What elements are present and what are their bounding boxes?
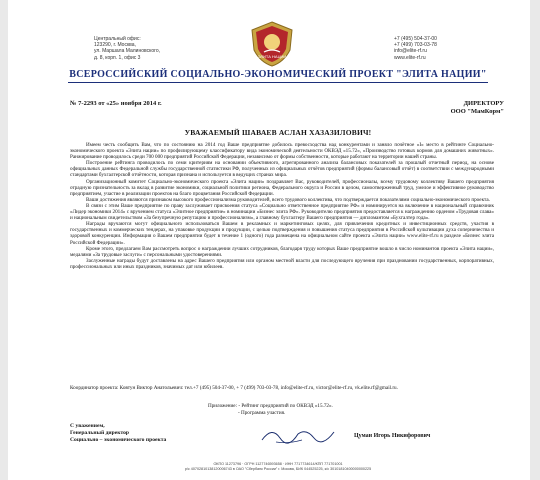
addressee-org: ООО "МамКорм" xyxy=(450,108,504,115)
address-line: ул. Маршала Малиновского, xyxy=(94,48,161,55)
header-divider xyxy=(68,82,488,83)
footer-line: р/с 40702810138120006743 в ОАО "Сбербанк России" г. Москва, БИК 044525225, к/с 30101810400000000225 xyxy=(184,466,372,471)
paragraph: Награды вручаются могут официального использоваться Вашем в рекламных и маркетинговых целях, для привлечения кредитных и инвестиционных средств, участия в государственных и коммерческих тендерах, на упаковке продукции и продукции, с целью подтверждения и повышения статуса предприятия в Российской культивации духа соперничества и здоровой конкуренции. Информация о Вашем предприятии будет в течение 1 (одного) года размещена на официальном сайте проекта «Элита нации» www.elite-rf.ru в разделе «Бизнес элита Российской Федерации». xyxy=(70,221,494,246)
letter-body xyxy=(70,142,494,270)
address-left xyxy=(94,36,160,61)
reference-number: № 7-2293 от «25» ноября 2014 г. xyxy=(70,100,162,107)
address-right xyxy=(394,36,437,61)
attachments-label: Приложение: xyxy=(208,403,238,409)
paragraph: Построение рейтинга проводилось по семи критериям на основании объективного, агрегированного анализа балансовых показателей за прошлый отчетный период, на основе официальных данных Федеральной службы государственной статистики РФ, полученных из официальных отчётов предприятий (формы балансовый отчёт) в соответствии с международными стандартами бухгалтерской отчётности, которая признана и используется в ведущих странах мира. xyxy=(70,160,494,179)
phone-line: +7 (499) 703-03-78 xyxy=(394,42,437,49)
address-line: Центральный офис: xyxy=(94,36,141,42)
phone-line: +7 (495) 504-37-00 xyxy=(394,36,437,42)
closing-line: Социально – экономического проекта xyxy=(70,436,167,443)
handwritten-signature xyxy=(258,422,338,448)
footer-requisites xyxy=(68,462,488,471)
address-line: д. 8, корп. 1, офис 3 xyxy=(94,54,141,61)
salutation: УВАЖАЕМЫЙ ШАВАЕВ АСЛАН ХАЗАЗИЛОВИЧ! xyxy=(184,128,372,137)
addressee xyxy=(408,100,504,116)
closing-line: С уважением, xyxy=(70,423,105,429)
attachment-item: - Рейтинг предприятий по ОКВЭД «15.72». xyxy=(238,403,333,409)
paragraph: Имеем честь сообщить Вам, что по состоянию на 2014 год Ваше предприятие добилось превосходства над конкурентами и заняло почётное «I» место в рейтинге Социально-экономического проекта «Элита нации» по профилирующему классификатору вида экономической деятельности ОКВЭД «15.72», «Производство готовых кормов для домашних животных». Ранжирование проводилось среди 700 000 предприятий Российской Федерации, независимо от формы собственности, которые работают на территории нашей страны. xyxy=(70,142,494,161)
elite-nation-logo xyxy=(244,20,300,68)
closing-block xyxy=(70,423,166,443)
footer-line: ОКПО 11273796 · ОГРН 1127746593658 · ИНН 7717734614/КПП 771701001 xyxy=(213,462,343,466)
paragraph: В связи с этим Ваше предприятие по праву заслуживает присвоения статуса «Социально ответственное предприятие РФ» и номинируется на включение в национальный справочник «Лидер экономики 2014» с вручением статуса «Элитное предприятие» в номинации «Бизнес элита РФ». Руководителю предприятия предоставляется к награждению орденом «Трудовая слава» и национальным свидетельством «За безупречную репутацию и профессионализм», а главному бухгалтеру Вашего предприятия — дипломантом «Бухгалтер года». xyxy=(70,202,494,222)
closing-line: Генеральный директор xyxy=(70,429,130,436)
address-line: 123290, г. Москва, xyxy=(94,42,136,49)
paragraph: Организационный комитет Социально-экономического проекта «Элита нации» поздравляет Вас, руководителей, профессионалы, всему трудовому коллективу Вашего предприятия отрадную признательность за вклад в развитие экономики, социальной политики региона, Федерального округа и России в целом, самоотверженный труд, умелое и эффективное руководство предприятием, участие в реализации проектов на благо процветания Российской Федерации. xyxy=(70,178,494,197)
addressee-title: ДИРЕКТОРУ xyxy=(463,100,504,107)
logo-text: ЭЛИТА НАЦИИ xyxy=(257,54,287,59)
paragraph: Ваши достижения являются признаком высокого профессионализма руководителей, всего трудового коллектива, что подтверждается показателями социально-экономического проекта. xyxy=(86,196,490,203)
signer-name: Цуман Игорь Никифорович xyxy=(354,433,431,439)
email-line: info@elite-rf.ru xyxy=(394,48,427,55)
attachment-item: - Программа участия. xyxy=(238,409,286,416)
letter-page xyxy=(8,0,530,480)
organization-title: ВСЕРОССИЙСКИЙ СОЦИАЛЬНО-ЭКОНОМИЧЕСКИЙ ПРОЕКТ "ЭЛИТА НАЦИИ" xyxy=(69,69,487,80)
coordinator-text: Координатор проекта: Ковтун Виктор Анатольевич: тел.+7 (495) 504-37-00, + 7 (499) 703-03-78, info@elite-rf.ru, victor@elite-rf.ru, vk.elite.rf@gmail.ru. xyxy=(70,385,398,391)
paragraph: Кроме этого, предлагаем Вам рассмотреть вопрос о награждении лучших сотрудников, благодаря труду которых Ваше предприятие вошло в число номинантов проекта «Элита нации», медалями «За трудовые заслуги» с персональными удостоверениями. xyxy=(70,245,494,258)
website-line: www.elite-rf.ru xyxy=(394,54,426,61)
paragraph: Заслуженные награды будут доставлены на адрес Вашего предприятия или органом местной власти для последующего вручения при праздновании государственных, корпоративных, профессиональных или иных праздников, значимых дат или юбилеев. xyxy=(70,257,494,270)
coordinator-block xyxy=(70,385,494,391)
attachments xyxy=(208,403,333,416)
